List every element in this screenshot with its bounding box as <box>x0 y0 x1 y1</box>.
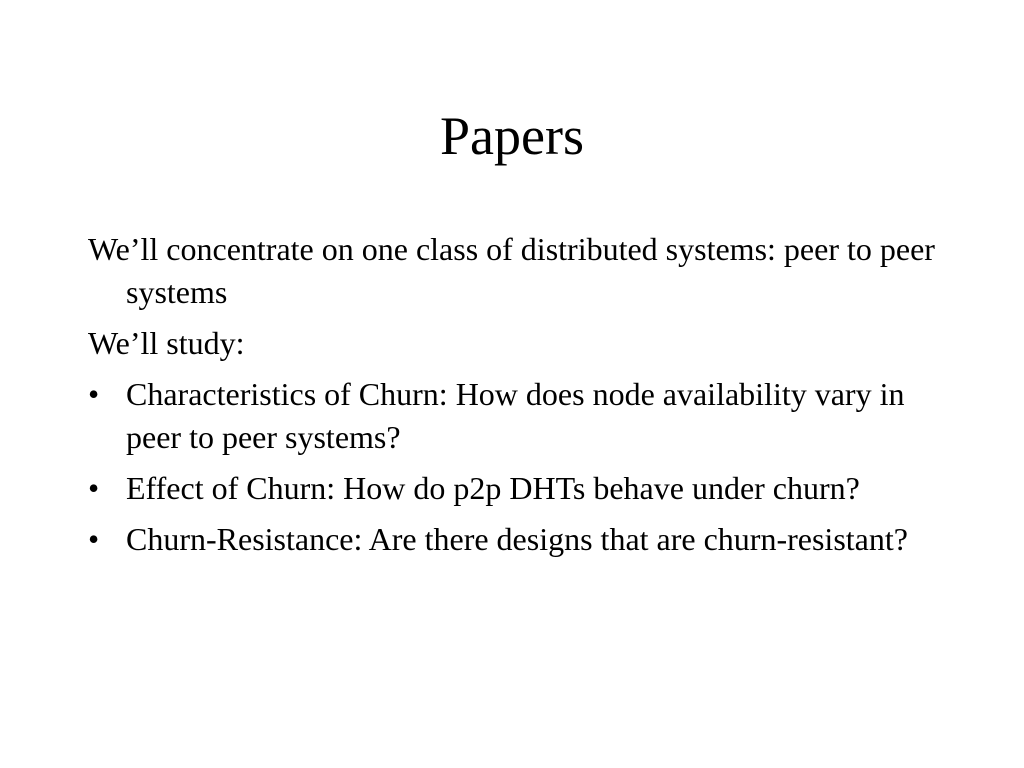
bullet-icon: • <box>88 376 100 412</box>
bullet-item-churn-resistance <box>88 518 948 561</box>
bullet-text: Churn-Resistance: Are there designs that are churn-resistant? <box>126 521 908 557</box>
study-paragraph: We’ll study: <box>88 325 245 361</box>
slide-title: Papers <box>440 106 584 166</box>
bullet-icon: • <box>88 470 100 506</box>
bullet-text: Effect of Churn: How do p2p DHTs behave under churn? <box>126 470 860 506</box>
bullet-icon: • <box>88 521 100 557</box>
intro-paragraph: We’ll concentrate on one class of distributed systems: peer to peer systems <box>88 231 935 310</box>
bullet-text: Characteristics of Churn: How does node availability vary in peer to peer systems? <box>126 376 905 455</box>
bullet-item-churn-characteristics <box>88 373 948 459</box>
slide-body <box>88 228 948 569</box>
bullet-item-churn-effect <box>88 467 948 510</box>
